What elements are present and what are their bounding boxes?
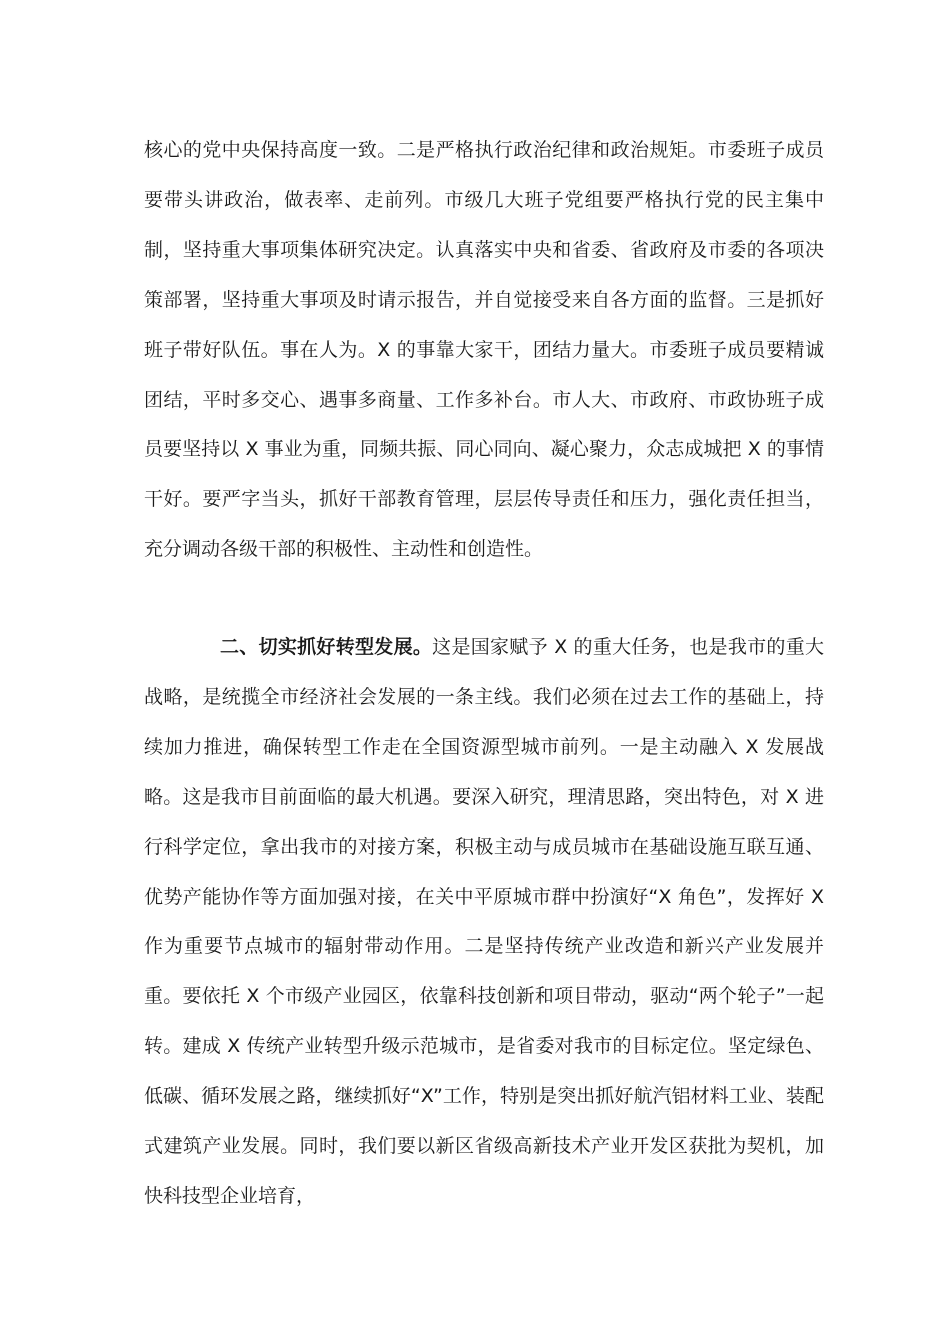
body-paragraph-1 (144, 126, 824, 575)
section-heading-inline: 二、切实抓好转型发展。 (220, 636, 433, 658)
body-paragraph-2 (144, 623, 824, 1222)
paragraph-2-text: 这是国家赋予 X 的重大任务，也是我市的重大战略，是统揽全市经济社会发展的一条主线。我们必须在过去工作的基础上，持续加力推进，确保转型工作走在全国资源型城市前列。一是主动融入 X 发展战略。这是我市目前面临的最大机遇。要深入研究，理清思路，突出特色，对 X 进行科学定位，拿出我市的对接方案，积极主动与成员城市在基础设施互联互通、优势产能协作等方面加强对接，在关中平原城市群中扮演好“X 角色”，发挥好 X 作为重要节点城市的辐射带动作用。二是坚持传统产业改造和新兴产业发展并重。要依托 X 个市级产业园区，依靠科技创新和项目带动，驱动“两个轮子”一起转。建成 X 传统产业转型升级示范城市，是省委对我市的目标定位。坚定绿色、低碳、循环发展之路，继续抓好“X”工作，特别是突出抓好航汽铝材料工业、装配式建筑产业发展。同时，我们要以新区省级高新技术产业开发区获批为契机，加快科技型企业培育， (144, 636, 824, 1207)
paragraph-1-text: 核心的党中央保持高度一致。二是严格执行政治纪律和政治规矩。市委班子成员要带头讲政治，做表率、走前列。市级几大班子党组要严格执行党的民主集中制，坚持重大事项集体研究决定。认真落实中央和省委、省政府及市委的各项决策部署，坚持重大事项及时请示报告，并自觉接受来自各方面的监督。三是抓好班子带好队伍。事在人为。X 的事靠大家干，团结力量大。市委班子成员要精诚团结，平时多交心、遇事多商量、工作多补台。市人大、市政府、市政协班子成员要坚持以 X 事业为重，同频共振、同心同向、凝心聚力，众志成城把 X 的事情干好。要严字当头，抓好干部教育管理，层层传导责任和压力，强化责任担当，充分调动各级干部的积极性、主动性和创造性。 (144, 139, 824, 561)
